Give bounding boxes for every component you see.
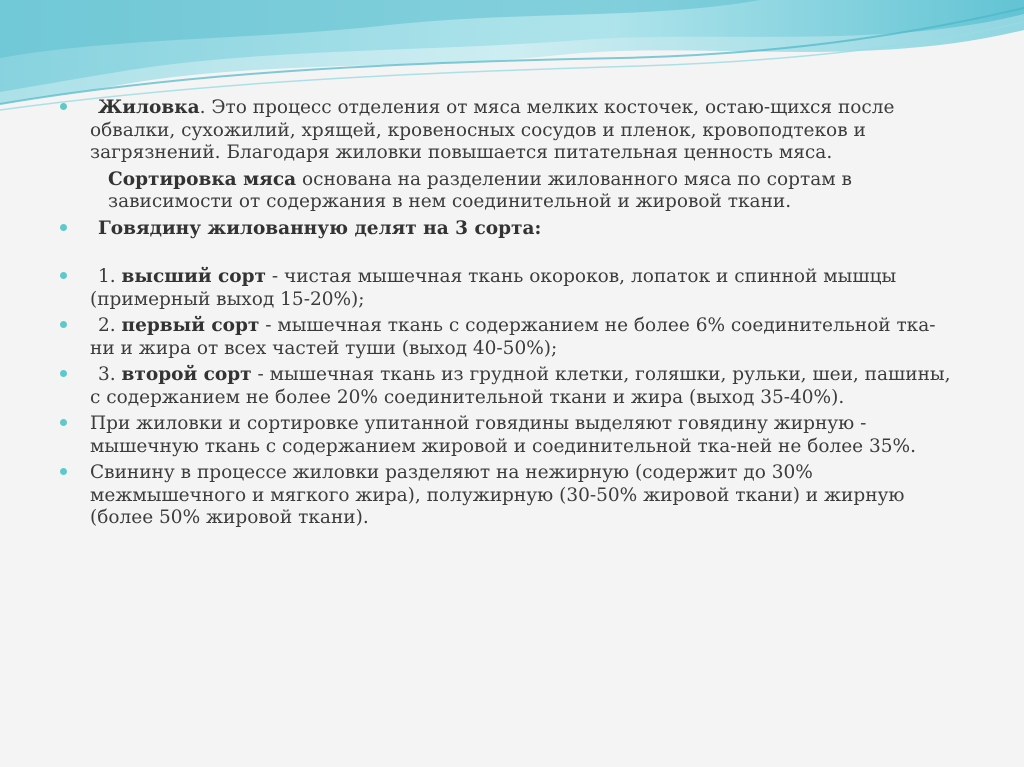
paragraph-text: - чистая мышечная ткань окороков, лопаток и спинной мышцы (примерный выход 15-20%); [90, 266, 897, 310]
grade-name: высший сорт [121, 266, 266, 287]
paragraph-text: Свинину в процессе жиловки разделяют на нежирную (содержит до 30% межмышечного и мягкого жира), полужирную (30-50% жировой ткани) и жирную (более 50% жировой ткани). [90, 462, 905, 528]
paragraph-text: основана на разделении жилованного мяса по сортам в зависимости от содержания в нем соединительной и жировой ткани. [108, 168, 852, 212]
paragraph-sortirovka [60, 169, 960, 214]
paragraph-grade-2 [60, 315, 960, 360]
term-zhilovka: Жиловка [98, 97, 200, 118]
paragraph-grades-heading [60, 218, 960, 241]
paragraph-text: - мышечная ткань из грудной клетки, голяшки, рульки, шеи, пашины, с содержанием не более 20% соединительной ткани и жира (выход 35-40%). [90, 364, 951, 408]
paragraph-text: . Это процесс отделения от мяса мелких косточек, остаю-щихся после обвалки, сухожилий, хрящей, кровеносных сосудов и пленок, кровоподтеков и загрязнений. Благодаря жиловки повышается питательная ценность мяса. [90, 97, 895, 163]
bullet-icon [60, 103, 67, 110]
paragraph-pork [60, 462, 960, 530]
paragraph-text: При жиловки и сортировке упитанной говядины выделяют говядину жирную - мышечную ткань с содержанием жировой и соединительной тка-ней не более 35%. [90, 413, 917, 457]
bullet-icon [60, 419, 67, 426]
bullet-icon [60, 272, 67, 279]
bullet-icon [60, 224, 67, 231]
paragraph-zhilovka [60, 97, 960, 165]
slide-content [60, 97, 960, 534]
bullet-icon [60, 468, 67, 475]
paragraph-text: - мышечная ткань с содержанием не более 6% соединительной тка-ни и жира от всех частей туши (выход 40-50%); [90, 315, 936, 359]
grades-heading: Говядину жилованную делят на 3 сорта: [98, 217, 542, 239]
paragraph-grade-3 [60, 364, 960, 409]
grade-number: 2. [98, 315, 122, 336]
grade-number: 3. [98, 364, 122, 385]
grade-name: второй сорт [121, 364, 252, 385]
bullet-icon [60, 321, 67, 328]
bullet-icon [60, 370, 67, 377]
term-sortirovka: Сортировка мяса [108, 168, 297, 190]
paragraph-fat-beef [60, 413, 960, 458]
paragraph-grade-1 [60, 266, 960, 311]
grade-name: первый сорт [121, 315, 260, 336]
grade-number: 1. [98, 266, 122, 287]
